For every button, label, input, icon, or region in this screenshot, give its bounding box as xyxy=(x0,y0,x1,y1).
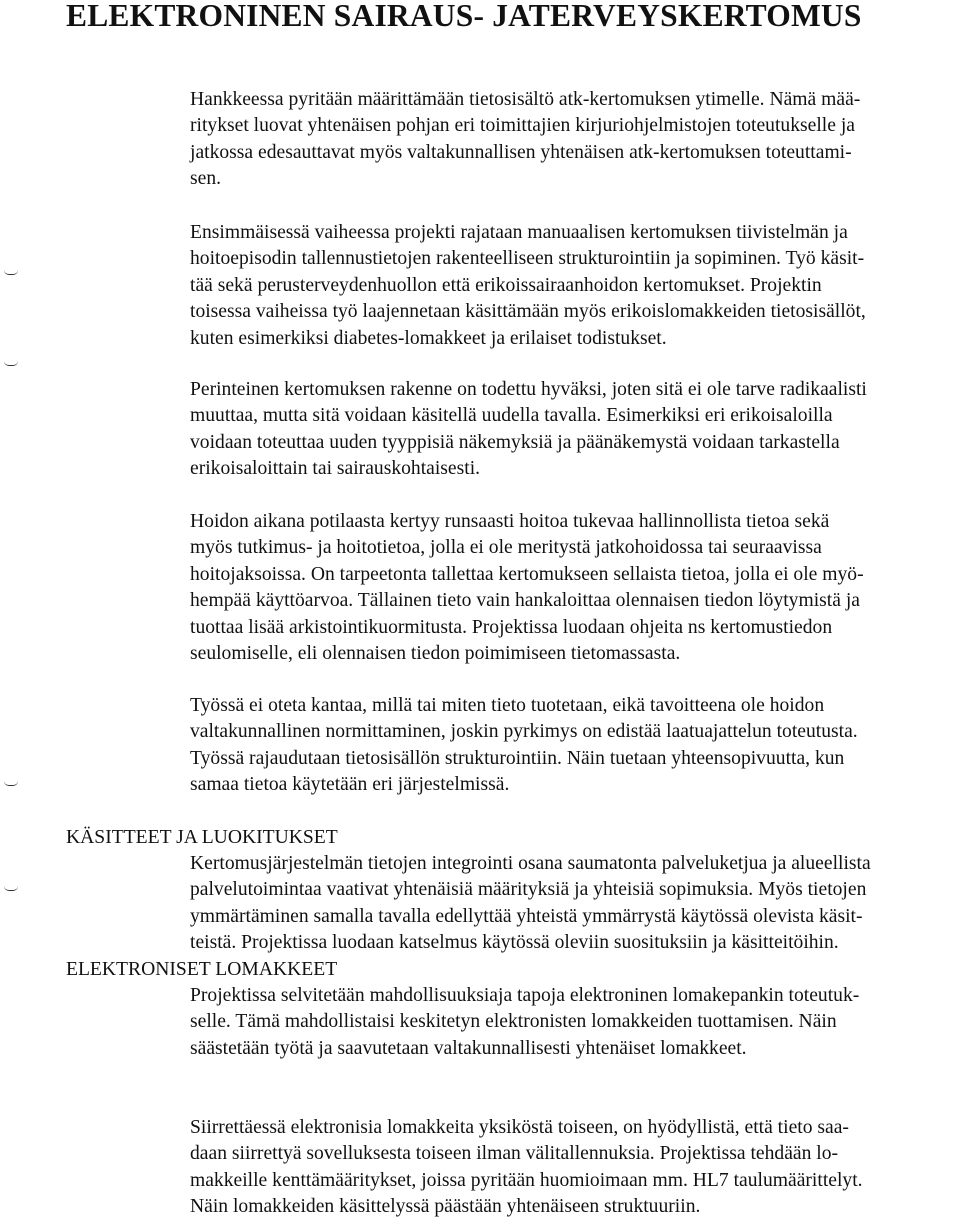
text-line: erikoisaloittain tai sairauskohtaisesti. xyxy=(190,458,481,480)
text-line: sen. xyxy=(190,168,222,190)
text-line: kuten esimerkiksi diabetes-lomakkeet ja erilaiset todistukset. xyxy=(190,327,667,349)
page-title: ELEKTRONINEN SAIRAUS- JATERVEYSKERTOMUS xyxy=(66,0,862,33)
text-line: Ensimmäisessä vaiheessa projekti rajataan manuaalisen kertomuksen tiivistelmän ja xyxy=(190,222,848,243)
text-line: samaa tietoa käytetään eri järjestelmissä. xyxy=(190,774,510,796)
section-heading-forms: ELEKTRONISET LOMAKKEET xyxy=(66,959,338,980)
text-line: ymmärtäminen samalla tavalla edellyttää yhteistä ymmärrystä käytössä olevista käsit- xyxy=(190,905,863,927)
margin-mark xyxy=(4,361,18,366)
text-line: makkeille kenttämääritykset, joissa pyritään huomioimaan mm. HL7 taulumäärittelyt. xyxy=(190,1169,863,1191)
paragraph-scope xyxy=(190,693,955,799)
text-line: tuottaa lisää arkistointikuormitusta. Projektissa luodaan ohjeita ns kertomustiedon xyxy=(190,616,833,638)
paragraph-screening xyxy=(190,509,955,667)
text-line: ritykset luovat yhtenäisen pohjan eri toimittajien kirjuriohjelmistojen toteutukselle ja xyxy=(190,115,855,137)
margin-mark xyxy=(4,886,18,891)
text-line: hoitojaksoissa. On tarpeetonta tallettaa kertomukseen sellaista tietoa, jolla ei ole myö- xyxy=(190,563,864,585)
text-line: Siirrettäessä elektronisia lomakkeita yksiköstä toiseen, on hyödyllistä, että tieto saa- xyxy=(190,1117,849,1138)
text-line: toisessa vaiheissa työ laajennetaan käsittämään myös erikoislomakkeiden tietosisällöt, xyxy=(190,301,866,323)
text-line: tää sekä perusterveydenhuollon että erikoissairaanhoidon kertomukset. Projektin xyxy=(190,274,822,296)
text-line: voidaan toteuttaa uuden tyyppisiä näkemyksiä ja päänäkemystä voidaan tarkastella xyxy=(190,431,840,453)
paragraph-concepts xyxy=(190,851,955,957)
text-line: Työssä ei oteta kantaa, millä tai miten tieto tuotetaan, eikä tavoitteena ole hoidon xyxy=(190,695,825,716)
text-line: hempää käyttöarvoa. Tällainen tieto vain hankaloittaa olennaisen tiedon löytymistä ja xyxy=(190,590,860,612)
text-line: valtakunnallinen normittaminen, joskin pyrkimys on edistää laatuajattelun toteutusta. xyxy=(190,721,858,743)
text-line: daan siirrettyä sovelluksesta toiseen ilman välitallennuksia. Projektissa tehdään lo- xyxy=(190,1143,839,1165)
text-line: seulomiselle, eli olennaisen tiedon poimimiseen tietomassasta. xyxy=(190,643,681,665)
text-line: Työssä rajaudutaan tietosisällön strukturointiin. Näin tuetaan yhteensopivuutta, kun xyxy=(190,747,845,769)
paragraph-intro xyxy=(190,87,955,193)
text-line: teistä. Projektissa luodaan katselmus käytössä oleviin suosituksiin ja käsitteitöihin. xyxy=(190,932,839,954)
text-line: säästetään työtä ja saavutetaan valtakunnallisesti yhtenäiset lomakkeet. xyxy=(190,1037,747,1059)
margin-mark xyxy=(4,270,18,275)
paragraph-structure xyxy=(190,377,955,483)
section-heading-concepts: KÄSITTEET JA LUOKITUKSET xyxy=(66,827,338,848)
text-line: Perinteinen kertomuksen rakenne on todettu hyväksi, joten sitä ei ole tarve radikaalisti xyxy=(190,379,867,400)
text-line: hoitoepisodin tallennustietojen rakenteelliseen strukturointiin ja sopiminen. Työ käsit- xyxy=(190,248,865,270)
paragraph-phases xyxy=(190,220,955,352)
margin-mark xyxy=(4,781,18,786)
text-line: jatkossa edesauttavat myös valtakunnallisen yhtenäisen atk-kertomuksen toteuttami- xyxy=(190,141,852,163)
text-line: palvelutoimintaa vaativat yhtenäisiä määrityksiä ja yhteisiä sopimuksia. Myös tietojen xyxy=(190,879,867,901)
paragraph-forms-2 xyxy=(190,1115,955,1221)
text-line: Näin lomakkeiden käsittelyssä päästään yhtenäiseen struktuuriin. xyxy=(190,1196,701,1218)
text-line: selle. Tämä mahdollistaisi keskitetyn elektronisten lomakkeiden tuottamisen. Näin xyxy=(190,1011,837,1033)
text-line: Projektissa selvitetään mahdollisuuksiaja tapoja elektroninen lomakepankin toteutuk- xyxy=(190,985,860,1006)
text-line: muuttaa, mutta sitä voidaan käsitellä uudella tavalla. Esimerkiksi eri erikoisaloilla xyxy=(190,405,833,427)
text-line: Hankkeessa pyritään määrittämään tietosisältö atk-kertomuksen ytimelle. Nämä mää- xyxy=(190,89,861,110)
paragraph-forms-1 xyxy=(190,983,955,1062)
text-line: Hoidon aikana potilaasta kertyy runsaasti hoitoa tukevaa hallinnollista tietoa sekä xyxy=(190,511,830,532)
text-line: Kertomusjärjestelmän tietojen integrointi osana saumatonta palveluketjua ja alueellista xyxy=(190,853,871,874)
text-line: myös tutkimus- ja hoitotietoa, jolla ei ole meritystä jatkohoidossa tai seuraavissa xyxy=(190,537,822,559)
